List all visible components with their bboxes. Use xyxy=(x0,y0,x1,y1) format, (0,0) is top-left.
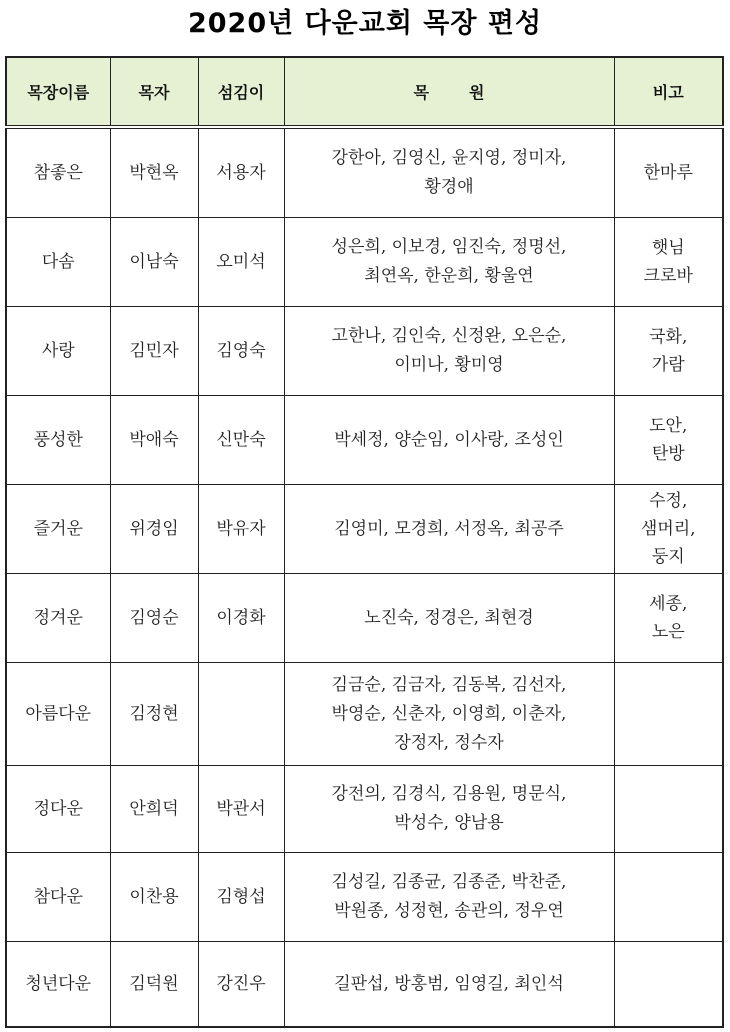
pastor-cell: 김덕원 xyxy=(110,942,198,1028)
table-row xyxy=(6,663,723,766)
helper-cell: 오미석 xyxy=(198,218,284,307)
group-name-cell: 즐거운 xyxy=(6,485,110,574)
group-name-cell: 풍성한 xyxy=(6,396,110,485)
helper-cell: 강진우 xyxy=(198,942,284,1028)
remarks-cell xyxy=(614,396,723,485)
remarks-line: 크로바 xyxy=(643,266,693,286)
members-line: 노진숙, 정경은, 최현경 xyxy=(364,607,534,628)
members-cell xyxy=(284,127,614,218)
helper-cell: 박유자 xyxy=(198,485,284,574)
pastor-cell: 위경임 xyxy=(110,485,198,574)
header-remarks: 비고 xyxy=(614,57,723,127)
remarks-cell xyxy=(614,942,723,1028)
remarks-line: 노은 xyxy=(651,622,685,642)
group-name-cell: 사랑 xyxy=(6,307,110,396)
members-cell xyxy=(284,485,614,574)
members-line: 김금순, 김금자, 김동복, 김선자, xyxy=(331,674,567,695)
members-cell xyxy=(284,396,614,485)
helper-cell: 신만숙 xyxy=(198,396,284,485)
remarks-cell xyxy=(614,853,723,942)
group-name-cell: 참좋은 xyxy=(6,127,110,218)
members-cell xyxy=(284,766,614,853)
pastor-cell: 이찬용 xyxy=(110,853,198,942)
members-cell xyxy=(284,218,614,307)
members-line: 길판섭, 방홍범, 임영길, 최인석 xyxy=(334,973,564,994)
group-name-cell: 아름다운 xyxy=(6,663,110,766)
remarks-line: 햇님 xyxy=(651,238,685,258)
remarks-line: 탄방 xyxy=(651,444,685,464)
remarks-line: 샘머리, xyxy=(640,519,696,539)
members-line: 성은희, 이보경, 임진숙, 정명선, xyxy=(331,237,567,257)
table-row xyxy=(6,853,723,942)
header-helper: 섬김이 xyxy=(198,57,284,127)
members-line: 박원종, 성정현, 송관의, 정우연 xyxy=(334,901,564,921)
members-line: 황경애 xyxy=(424,177,474,197)
helper-cell xyxy=(198,663,284,766)
group-name-cell: 다솜 xyxy=(6,218,110,307)
header-group-name: 목장이름 xyxy=(6,57,110,127)
remarks-cell xyxy=(614,766,723,853)
members-line: 최연옥, 한운희, 황울연 xyxy=(364,266,534,286)
remarks-cell xyxy=(614,127,723,218)
group-name-cell: 정겨운 xyxy=(6,574,110,663)
helper-cell: 이경화 xyxy=(198,574,284,663)
members-line: 장정자, 정수자 xyxy=(394,732,504,753)
members-cell xyxy=(284,307,614,396)
members-line: 이미나, 황미영 xyxy=(394,355,504,375)
remarks-line: 세종, xyxy=(649,594,688,614)
header-members: 목원 xyxy=(284,57,614,127)
remarks-cell xyxy=(614,218,723,307)
table-row xyxy=(6,942,723,1028)
group-name-cell: 정다운 xyxy=(6,766,110,853)
pastor-cell: 박현옥 xyxy=(110,127,198,218)
table-row xyxy=(6,485,723,574)
group-name-cell: 참다운 xyxy=(6,853,110,942)
pastor-cell: 김민자 xyxy=(110,307,198,396)
remarks-line: 수정, xyxy=(649,491,688,511)
table-row xyxy=(6,307,723,396)
members-line: 강전의, 김경식, 김용원, 명문식, xyxy=(331,784,567,804)
pastor-cell: 안희덕 xyxy=(110,766,198,853)
table-row xyxy=(6,574,723,663)
members-cell xyxy=(284,853,614,942)
members-cell xyxy=(284,663,614,766)
members-line: 김영미, 모경희, 서정옥, 최공주 xyxy=(334,518,564,539)
remarks-line: 국화, xyxy=(649,327,688,347)
helper-cell: 김형섭 xyxy=(198,853,284,942)
members-line: 강한아, 김영신, 윤지영, 정미자, xyxy=(331,148,567,168)
members-cell xyxy=(284,574,614,663)
remarks-line: 둥지 xyxy=(651,547,685,567)
members-cell xyxy=(284,942,614,1028)
helper-cell: 서용자 xyxy=(198,127,284,218)
table-row xyxy=(6,396,723,485)
remarks-cell xyxy=(614,485,723,574)
members-line: 박성수, 양남용 xyxy=(394,813,504,833)
pastor-cell: 박애숙 xyxy=(110,396,198,485)
members-line: 김성길, 김종균, 김종준, 박찬준, xyxy=(331,872,567,892)
table-row xyxy=(6,766,723,853)
pastor-cell: 김영순 xyxy=(110,574,198,663)
remarks-line: 한마루 xyxy=(643,163,693,183)
remarks-cell xyxy=(614,574,723,663)
members-line: 고한나, 김인숙, 신정완, 오은순, xyxy=(331,326,567,346)
remarks-line: 가람 xyxy=(651,355,685,375)
helper-cell: 김영숙 xyxy=(198,307,284,396)
table-row xyxy=(6,218,723,307)
header-row xyxy=(6,57,723,127)
group-roster-table xyxy=(5,56,724,1028)
pastor-cell: 김정현 xyxy=(110,663,198,766)
group-name-cell: 청년다운 xyxy=(6,942,110,1028)
header-pastor: 목자 xyxy=(110,57,198,127)
helper-cell: 박관서 xyxy=(198,766,284,853)
pastor-cell: 이남숙 xyxy=(110,218,198,307)
remarks-cell xyxy=(614,663,723,766)
remarks-line: 도안, xyxy=(649,416,688,436)
page-title: 2020년 다운교회 목장 편성 xyxy=(187,8,543,39)
table-row xyxy=(6,127,723,218)
members-line: 박영순, 신춘자, 이영희, 이춘자, xyxy=(331,703,567,724)
members-line: 박세정, 양순임, 이사랑, 조성인 xyxy=(334,429,564,450)
remarks-cell xyxy=(614,307,723,396)
